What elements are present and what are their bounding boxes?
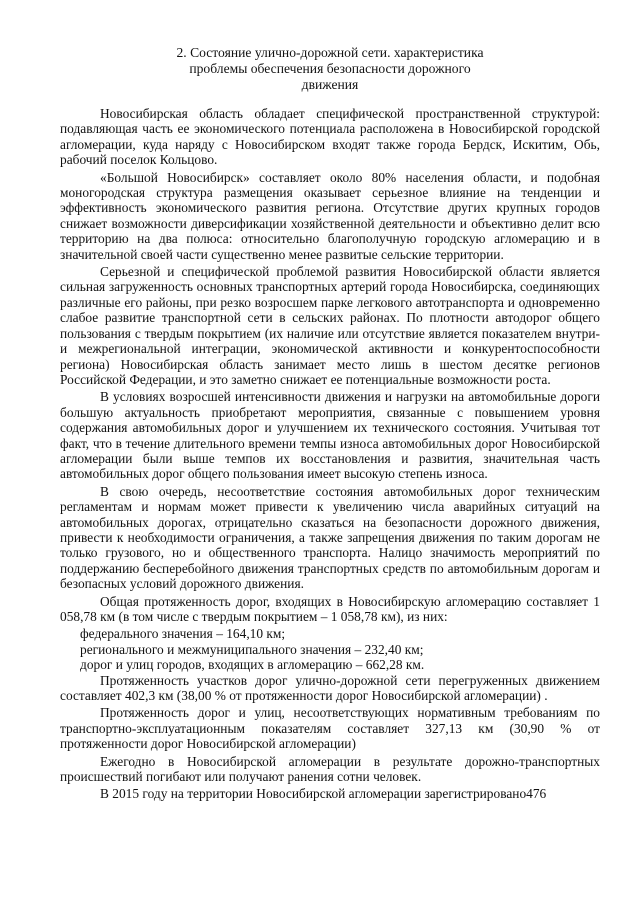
paragraph: «Большой Новосибирск» составляет около 80% населения области, и подобная моногородская структура размещения оказывает серьезное влияние на тенденции и эффективность экономического развития региона. Отсутствие других крупных городов снижает возможности диверсификации хозяйственной деятельности и объективно делит всю территорию на два полюса: относительно благополучную городскую агломерацию и в значительной своей части существенно менее развитые сельские территории. bbox=[60, 169, 600, 262]
paragraph: Новосибирская область обладает специфической пространственной структурой: подавляющая часть ее экономического потенциала расположена в Новосибирской городской агломерации, куда наряду с Новосибирском входят также города Бердск, Искитим, Обь, рабочий поселок Кольцово. bbox=[60, 106, 600, 168]
paragraph: В условиях возросшей интенсивности движения и нагрузки на автомобильные дороги большую актуальность приобретают мероприятия, связанные с повышением уровня содержания автомобильных дорог и улучшением их технического состояния. Учитывая тот факт, что в течение длительного времени темпы износа автомобильных дорог Новосибирской агломерации были выше темпов их восстановления и развития, значительная часть автомобильных дорог общего пользования имеет высокую степень износа. bbox=[60, 389, 600, 482]
paragraph: Общая протяженность дорог, входящих в Новосибирскую агломерацию составляет 1 058,78 км (в том числе с твердым покрытием – 1 058,78 км), из них: bbox=[60, 593, 600, 624]
paragraph: Протяженность дорог и улиц, несоответствующих нормативным требованиям по транспортно-эксплуатационным показателям составляет 327,13 км (30,90 % от протяженности дорог Новосибирской агломерации) bbox=[60, 705, 600, 752]
heading-line: движения bbox=[301, 77, 359, 92]
heading-line: проблемы обеспечения безопасности дорожного bbox=[189, 61, 471, 76]
heading-line: 2. Состояние улично-дорожной сети. характеристика bbox=[176, 45, 484, 60]
list-item: дорог и улиц городов, входящих в агломерацию – 662,28 км. bbox=[80, 657, 425, 673]
list-item: федерального значения – 164,10 км; bbox=[80, 626, 286, 642]
list-item: регионального и межмуниципального значения – 232,40 км; bbox=[80, 641, 424, 657]
paragraph: В 2015 году на территории Новосибирской агломерации зарегистрировано476 bbox=[100, 786, 547, 802]
document-body bbox=[60, 106, 600, 804]
paragraph: Серьезной и специфической проблемой развития Новосибирской области является сильная загруженность основных транспортных артерий города Новосибирска, соединяющих различные его районы, при резко возросшем парке легкового автотранспорта и одновременно слабое развитие транспортной сети в сельских районах. По плотности автодорог общего пользования с твердым покрытием (их наличие или отсутствие является показателем внутри- и межрегиональной интеграции, экономической активности и конкурентоспособности региона) Новосибирская область занимает место лишь в шестом десятке регионов Российской Федерации, и это заметно снижает ее потенциальные возможности роста. bbox=[60, 264, 600, 387]
paragraph: В свою очередь, несоответствие состояния автомобильных дорог техническим регламентам и нормам может привести к увеличению числа аварийных ситуаций на автомобильных дорогах, отрицательно сказаться на безопасности дорожного движения, привести к необходимости ограничения, а также запрещения движения по таким дорогам не только грузового, но и общественного транспорта. Налицо значимость мероприятий по поддержанию бесперебойного движения транспортных средств по автомобильным дорогам и безопасных условий дорожного движения. bbox=[60, 483, 600, 592]
section-heading bbox=[140, 45, 520, 93]
paragraph: Ежегодно в Новосибирской агломерации в результате дорожно-транспортных происшествий погибают или получают ранения сотни человек. bbox=[60, 753, 600, 785]
paragraph: Протяженность участков дорог улично-дорожной сети перегруженных движением составляет 402,3 км (38,00 % от протяженности дорог Новосибирской агломерации) . bbox=[60, 672, 600, 704]
